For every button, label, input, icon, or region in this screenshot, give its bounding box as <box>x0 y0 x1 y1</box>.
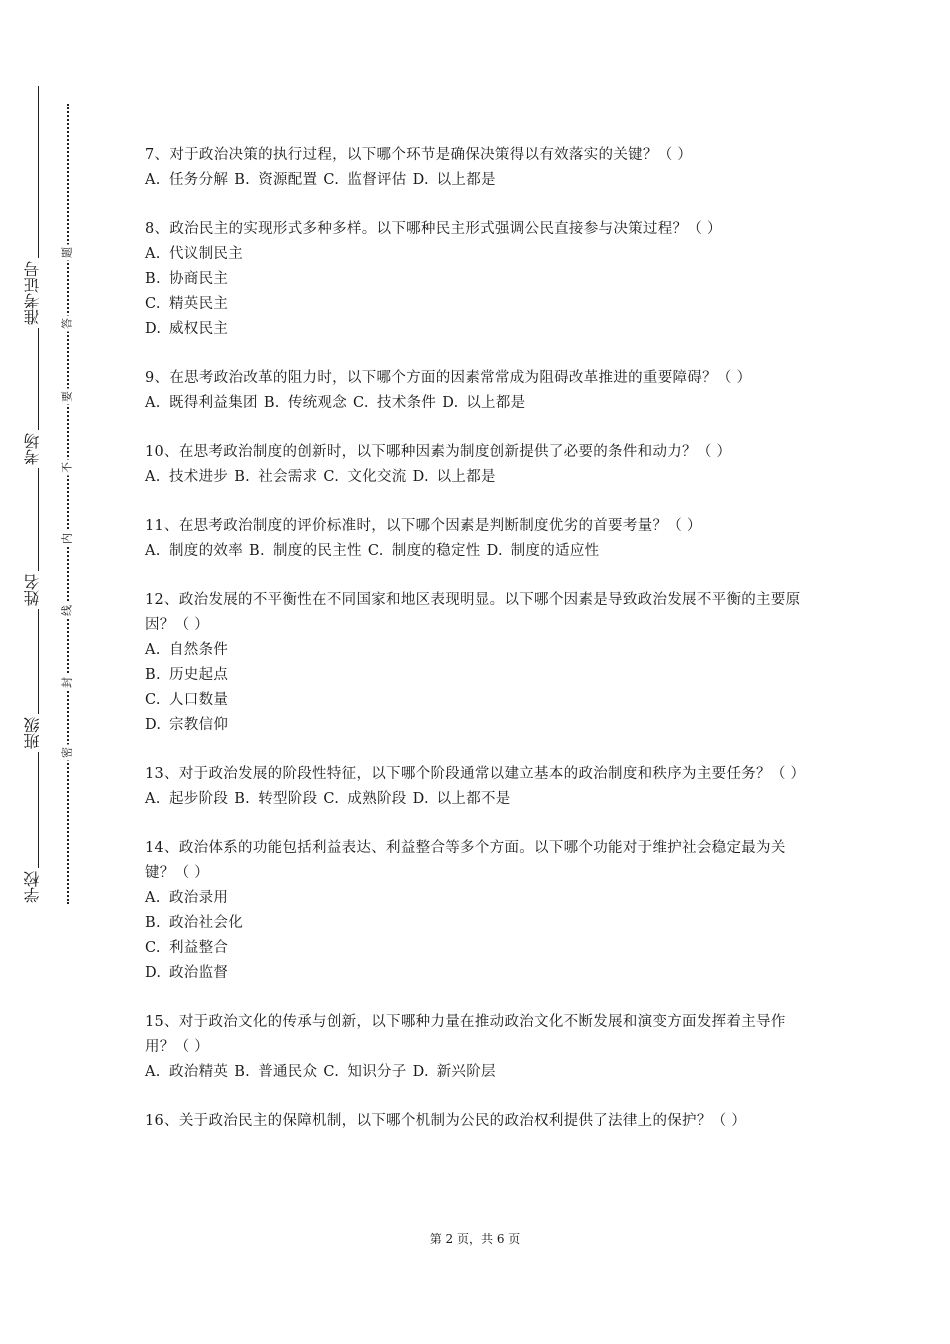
option-letter: B. <box>145 667 161 683</box>
option-text: 制度的效率 <box>169 543 243 559</box>
option-letter: B. <box>234 172 251 188</box>
option-text: 以上都是 <box>436 469 496 485</box>
answer-option <box>413 172 496 188</box>
option-text: 监督评估 <box>347 172 407 188</box>
answer-option <box>145 395 258 411</box>
option-letter: A. <box>145 543 161 559</box>
question-stem: 9、在思考政治改革的阻力时，以下哪个方面的因素常常成为阻碍改革推进的重要障碍？（ ） <box>145 370 752 386</box>
seal-char: 封 <box>60 675 75 691</box>
answer-option <box>413 791 511 807</box>
question-stem: 14、政治体系的功能包括利益表达、利益整合等多个方面。以下哪个功能对于维护社会稳定最为关键？（ ） <box>145 840 786 881</box>
option-text: 传统观念 <box>287 395 348 411</box>
question-stem: 13、对于政治发展的阶段性特征，以下哪个阶段通常以建立基本的政治制度和秩序为主要任务？（ ） <box>145 766 806 782</box>
question-item <box>145 143 813 193</box>
option-letter: B. <box>145 271 161 287</box>
option-text: 成熟阶段 <box>347 791 407 807</box>
option-letter: B. <box>234 1064 251 1080</box>
option-letter: D. <box>486 543 503 559</box>
option-text: 威权民主 <box>169 321 229 337</box>
option-text: 协商民主 <box>169 271 229 287</box>
option-text: 社会需求 <box>258 469 318 485</box>
option-text: 政治监督 <box>169 965 229 981</box>
question-stem: 10、在思考政治制度的创新时，以下哪种因素为制度创新提供了必要的条件和动力？（ ） <box>145 444 732 460</box>
option-text: 技术条件 <box>377 395 437 411</box>
question-stem: 11、在思考政治制度的评价标准时，以下哪个因素是判断制度优劣的首要考量？（ ） <box>145 518 702 534</box>
question-stem: 12、政治发展的不平衡性在不同国家和地区表现明显。以下哪个因素是导致政治发展不平衡的主要原因？（ ） <box>145 592 801 633</box>
question-stem: 16、关于政治民主的保障机制，以下哪个机制为公民的政治权利提供了法律上的保护？（ ） <box>145 1113 747 1129</box>
option-text: 利益整合 <box>169 940 229 956</box>
answer-option <box>145 713 813 738</box>
question-item <box>145 836 813 986</box>
question-item <box>145 588 813 738</box>
option-letter: D. <box>442 395 459 411</box>
answer-option <box>145 267 813 292</box>
option-letter: B. <box>263 395 280 411</box>
seal-char: 要 <box>60 389 75 405</box>
option-text: 普通民众 <box>258 1064 318 1080</box>
option-letter: D. <box>412 1064 429 1080</box>
answer-option <box>234 469 317 485</box>
option-text: 文化交流 <box>347 469 407 485</box>
option-text: 政治录用 <box>169 890 229 906</box>
option-text: 任务分解 <box>169 172 229 188</box>
answer-option <box>368 543 481 559</box>
binding-solid-line <box>38 86 39 906</box>
question-stem: 8、政治民主的实现形式多种多样。以下哪种民主形式强调公民直接参与决策过程？（ ） <box>145 221 722 237</box>
binding-dotted-line <box>67 104 69 904</box>
option-letter: D. <box>412 791 429 807</box>
answer-option <box>249 543 362 559</box>
seal-char: 内 <box>60 531 75 547</box>
question-item <box>145 217 813 342</box>
field-label-exam-room: 考场 <box>24 430 52 468</box>
option-text: 转型阶段 <box>258 791 318 807</box>
options-row <box>145 1060 813 1085</box>
option-text: 历史起点 <box>169 667 229 683</box>
question-stem: 7、对于政治决策的执行过程，以下哪个环节是确保决策得以有效落实的关键？（ ） <box>145 147 693 163</box>
option-text: 以上都是 <box>436 172 496 188</box>
option-letter: B. <box>145 915 161 931</box>
option-text: 制度的稳定性 <box>391 543 481 559</box>
answer-option <box>145 791 228 807</box>
seal-char: 题 <box>60 245 75 261</box>
seal-char: 答 <box>60 316 75 332</box>
option-letter: C. <box>323 1064 340 1080</box>
option-text: 既得利益集团 <box>169 395 258 411</box>
answer-option <box>145 317 813 342</box>
answer-option <box>323 469 406 485</box>
option-text: 宗教信仰 <box>169 717 229 733</box>
option-letter: D. <box>145 717 162 733</box>
answer-option <box>145 469 228 485</box>
seal-char: 密 <box>60 745 75 761</box>
option-text: 资源配置 <box>258 172 318 188</box>
option-letter: B. <box>249 543 265 559</box>
option-letter: C. <box>367 543 384 559</box>
option-text: 制度的民主性 <box>273 543 362 559</box>
answer-option <box>234 1064 317 1080</box>
answer-option <box>145 936 813 961</box>
option-letter: C. <box>323 172 340 188</box>
field-label-class: 班级 <box>24 714 52 752</box>
option-text: 精英民主 <box>169 296 229 312</box>
option-letter: A. <box>145 395 161 411</box>
question-item <box>145 514 813 564</box>
answer-option <box>413 1064 496 1080</box>
option-letter: A. <box>145 1064 161 1080</box>
answer-option <box>234 172 317 188</box>
answer-option <box>145 638 813 663</box>
answer-option <box>145 1064 228 1080</box>
answer-option <box>413 469 496 485</box>
option-letter: C. <box>323 791 340 807</box>
options-row <box>145 787 813 812</box>
options-row <box>145 539 813 564</box>
option-letter: D. <box>145 321 162 337</box>
option-letter: C. <box>145 940 161 956</box>
answer-option <box>264 395 347 411</box>
answer-option <box>323 1064 406 1080</box>
option-text: 以上都不是 <box>436 791 511 807</box>
option-letter: A. <box>145 890 161 906</box>
field-label-name: 姓名 <box>24 571 52 609</box>
answer-option <box>145 663 813 688</box>
option-text: 以上都是 <box>466 395 526 411</box>
option-letter: C. <box>323 469 340 485</box>
option-letter: A. <box>145 469 161 485</box>
option-letter: C. <box>353 395 369 411</box>
option-letter: D. <box>412 172 429 188</box>
question-item <box>145 762 813 812</box>
answer-option <box>145 292 813 317</box>
answer-option <box>323 172 406 188</box>
option-text: 人口数量 <box>169 692 229 708</box>
option-text: 知识分子 <box>347 1064 407 1080</box>
question-item <box>145 1109 813 1134</box>
option-text: 技术进步 <box>169 469 229 485</box>
answer-option <box>145 911 813 936</box>
option-text: 自然条件 <box>169 642 229 658</box>
option-text: 政治精英 <box>169 1064 229 1080</box>
option-letter: A. <box>145 172 161 188</box>
options-row <box>145 391 813 416</box>
field-label-school: 学校 <box>24 868 52 906</box>
seal-char: 线 <box>60 603 75 619</box>
answer-option <box>145 543 243 559</box>
answer-option <box>353 395 436 411</box>
answer-option <box>145 886 813 911</box>
option-letter: C. <box>145 692 161 708</box>
option-text: 代议制民主 <box>169 246 243 262</box>
option-letter: B. <box>234 791 251 807</box>
option-text: 起步阶段 <box>169 791 229 807</box>
option-letter: C. <box>145 296 161 312</box>
option-text: 政治社会化 <box>169 915 243 931</box>
answer-option <box>234 791 317 807</box>
option-letter: D. <box>145 965 162 981</box>
question-list <box>145 143 813 1158</box>
question-stem: 15、对于政治文化的传承与创新，以下哪种力量在推动政治文化不断发展和演变方面发挥着主导作用？（ ） <box>145 1014 786 1055</box>
option-text: 新兴阶层 <box>436 1064 496 1080</box>
answer-option <box>487 543 600 559</box>
option-letter: A. <box>145 791 161 807</box>
question-item <box>145 1010 813 1085</box>
option-text: 制度的适应性 <box>510 543 600 559</box>
question-item <box>145 440 813 490</box>
options-row <box>145 465 813 490</box>
option-letter: B. <box>234 469 251 485</box>
answer-option <box>323 791 406 807</box>
answer-option <box>145 688 813 713</box>
options-row <box>145 168 813 193</box>
option-letter: A. <box>145 246 161 262</box>
page-number: 第 2 页，共 6 页 <box>429 1232 521 1246</box>
answer-option <box>145 961 813 986</box>
question-item <box>145 366 813 416</box>
answer-option <box>145 172 228 188</box>
field-label-exam-number: 准考证号 <box>24 258 52 328</box>
option-letter: D. <box>412 469 429 485</box>
answer-option <box>442 395 525 411</box>
seal-char: 不 <box>60 460 75 476</box>
option-letter: A. <box>145 642 161 658</box>
answer-option <box>145 242 813 267</box>
